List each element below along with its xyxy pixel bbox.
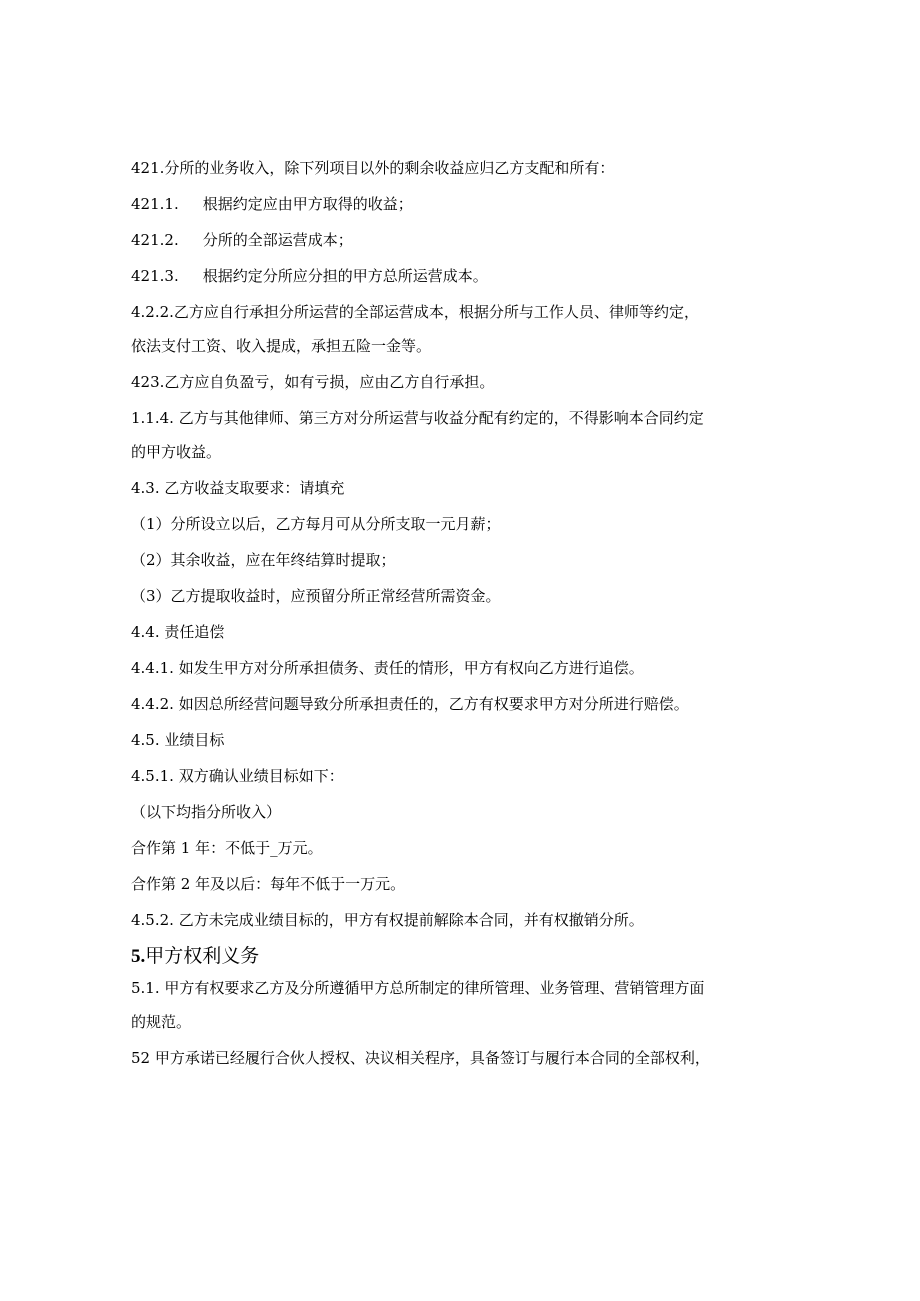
clause-4-2-1-1	[131, 193, 791, 215]
clause-number: 421.1.	[131, 195, 179, 213]
section-5-heading	[131, 943, 791, 969]
clause-1-1-4-line2: 的甲方收益。	[131, 443, 222, 461]
clause-4-4-1: 4.4.1. 如发生甲方对分所承担债务、责任的情形，甲方有权向乙方进行追偿。	[131, 659, 644, 677]
clause-4-3: 4.3. 乙方收益支取要求：请填充	[131, 479, 345, 497]
clause-4-5-year1: 合作第 1 年：不低于_万元。	[131, 839, 323, 857]
clause-number: 421.3.	[131, 267, 179, 285]
clause-4-2-2-line1: 4.2.2.乙方应自行承担分所运营的全部运营成本，根据分所与工作人员、律师等约定，	[131, 303, 699, 321]
clause-5-1-line2: 的规范。	[131, 1013, 192, 1031]
clause-1-1-4-line1: 1.1.4. 乙方与其他律师、第三方对分所运营与收益分配有约定的，不得影响本合同约定	[131, 409, 704, 427]
clause-4-3-item2: （2）其余收益，应在年终结算时提取；	[131, 551, 396, 569]
clause-number: 421.2.	[131, 231, 179, 249]
clause-4-5-1: 4.5.1. 双方确认业绩目标如下：	[131, 767, 344, 785]
clause-4-5-year2: 合作第 2 年及以后：每年不低于一万元。	[131, 875, 406, 893]
clause-4-2-1: 421.分所的业务收入，除下列项目以外的剩余收益应归乙方支配和所有：	[131, 159, 615, 177]
clause-text: 根据约定分所应分担的甲方总所运营成本。	[202, 267, 488, 285]
clause-5-2-line1: 52 甲方承诺已经履行合伙人授权、决议相关程序，具备签订与履行本合同的全部权利，	[131, 1049, 710, 1067]
section-title: 甲方权利义务	[145, 945, 260, 967]
clause-4-2-1-3	[131, 265, 791, 287]
clause-5-1-line1: 5.1. 甲方有权要求乙方及分所遵循甲方总所制定的律所管理、业务管理、营销管理方面	[131, 979, 705, 997]
clause-4-2-1-2	[131, 229, 791, 251]
clause-4-4-2: 4.4.2. 如因总所经营问题导致分所承担责任的，乙方有权要求甲方对分所进行赔偿。	[131, 695, 689, 713]
section-number: 5.	[131, 946, 146, 967]
clause-4-5-note: （以下均指分所收入）	[131, 803, 282, 821]
document-body	[131, 157, 791, 1069]
clause-4-5: 4.5. 业绩目标	[131, 731, 225, 749]
clause-text: 根据约定应由甲方取得的收益；	[202, 195, 413, 213]
clause-4-3-item3: （3）乙方提取收益时，应预留分所正常经营所需资金。	[131, 587, 501, 605]
clause-4-5-2: 4.5.2. 乙方未完成业绩目标的，甲方有权提前解除本合同，并有权撤销分所。	[131, 911, 644, 929]
clause-text: 分所的全部运营成本；	[202, 231, 353, 249]
clause-4-3-item1: （1）分所设立以后，乙方每月可从分所支取一元月薪；	[131, 515, 501, 533]
clause-4-2-3: 423.乙方应自负盈亏，如有亏损，应由乙方自行承担。	[131, 373, 495, 391]
clause-4-2-2-line2: 依法支付工资、收入提成，承担五险一金等。	[131, 337, 432, 355]
clause-4-4: 4.4. 责任追偿	[131, 623, 225, 641]
